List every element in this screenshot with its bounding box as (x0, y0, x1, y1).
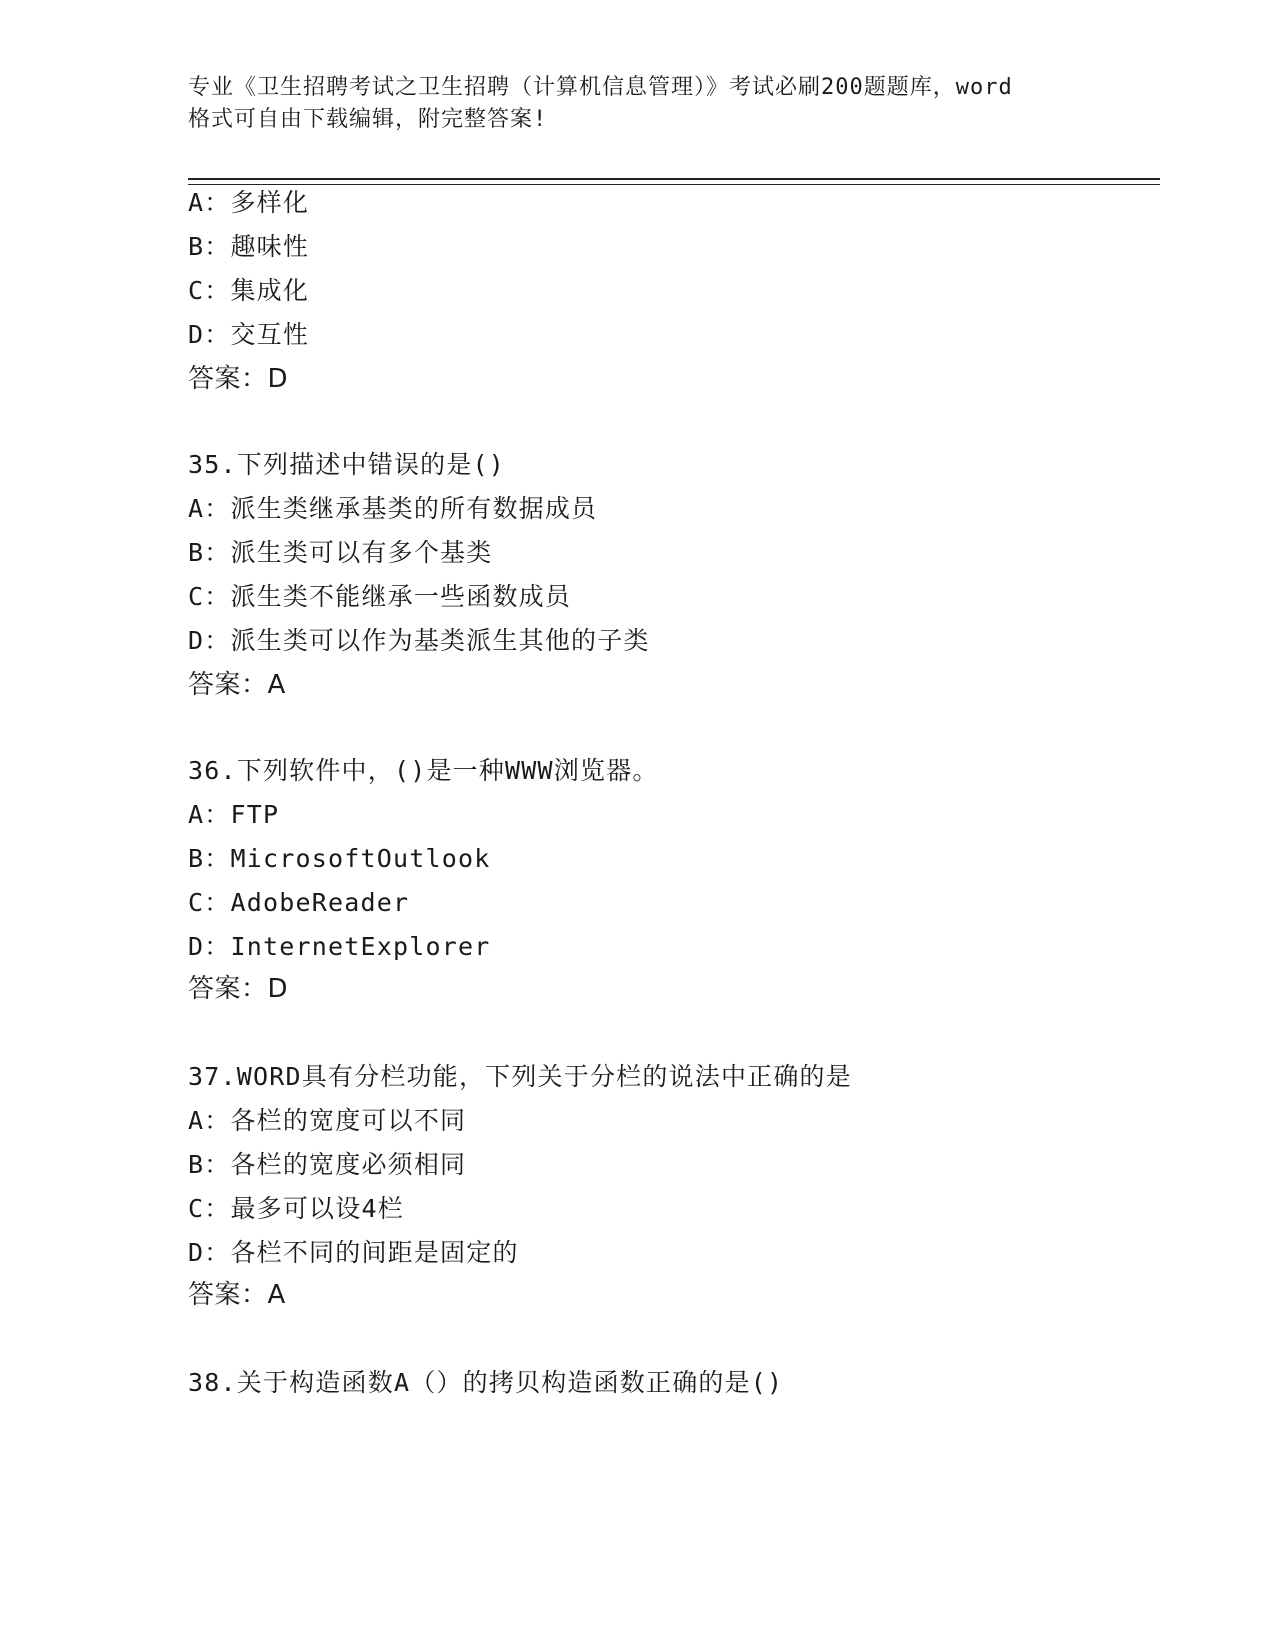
q36-option-d: D：InternetExplorer (188, 932, 491, 961)
header-divider-thick (188, 178, 1160, 180)
q35-option-b: B：派生类可以有多个基类 (188, 538, 493, 567)
q36-question: 36.下列软件中，()是一种WWW浏览器。 (188, 756, 659, 785)
q36-option-b: B：MicrosoftOutlook (188, 844, 491, 873)
q36-option-a: A：FTP (188, 800, 280, 829)
header-line-1: 专业《卫生招聘考试之卫生招聘（计算机信息管理）》考试必刷200题题库，word (188, 75, 1013, 100)
q35-question: 35.下列描述中错误的是() (188, 450, 506, 479)
q35-option-c: C：派生类不能继承一些函数成员 (188, 582, 572, 611)
q34-option-a: A：多样化 (188, 188, 310, 217)
q34-option-c: C：集成化 (188, 276, 310, 305)
q35-answer: 答案：A (188, 670, 286, 700)
q34-answer: 答案：D (188, 364, 289, 394)
q37-option-d: D：各栏不同的间距是固定的 (188, 1238, 519, 1267)
header-line-2: 格式可自由下载编辑，附完整答案! (188, 107, 548, 132)
q34-option-d: D：交互性 (188, 320, 310, 349)
q38-question: 38.关于构造函数A（）的拷贝构造函数正确的是() (188, 1368, 784, 1397)
q37-option-b: B：各栏的宽度必须相同 (188, 1150, 467, 1179)
q36-option-c: C：AdobeReader (188, 888, 410, 917)
q36-answer: 答案：D (188, 974, 289, 1004)
q37-option-a: A：各栏的宽度可以不同 (188, 1106, 467, 1135)
q37-option-c: C：最多可以设4栏 (188, 1194, 404, 1223)
document-header (188, 72, 1088, 136)
q35-option-a: A：派生类继承基类的所有数据成员 (188, 494, 598, 523)
q37-question: 37.WORD具有分栏功能，下列关于分栏的说法中正确的是 (188, 1062, 852, 1091)
q34-option-b: B：趣味性 (188, 232, 310, 261)
header-divider-thin (188, 184, 1160, 185)
q37-answer: 答案：A (188, 1280, 286, 1310)
q35-option-d: D：派生类可以作为基类派生其他的子类 (188, 626, 650, 655)
